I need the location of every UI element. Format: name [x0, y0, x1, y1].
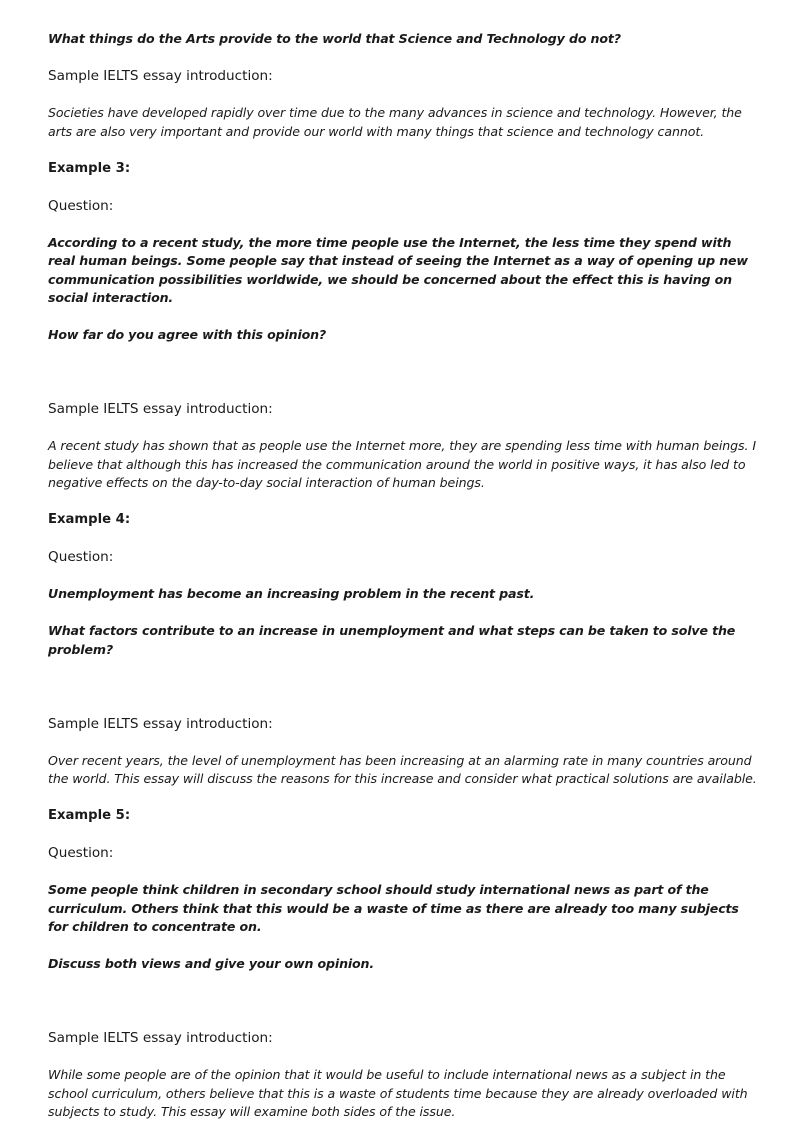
question-label: Question:	[48, 845, 114, 861]
question-label: Question:	[48, 197, 114, 214]
question-prompt: Discuss both views and give your own opinion.	[48, 956, 375, 971]
document-page	[48, 30, 760, 1122]
sample-intro-label: Sample IELTS essay introduction:	[48, 1030, 273, 1046]
sample-intro-label: Sample IELTS essay introduction:	[48, 401, 273, 417]
question-label: Question:	[48, 549, 114, 565]
sample-intro-label: Sample IELTS essay introduction:	[48, 68, 273, 84]
question-text: What things do the Arts provide to the world that Science and Technology do not?	[48, 31, 621, 46]
example-5-heading: Example 5:	[48, 808, 131, 823]
sample-intro-text: Over recent years, the level of unemployment has been increasing at an alarming rate in many countries around the world. This essay will discuss the reasons for this increase and consider what practical solutions are available.	[48, 752, 757, 786]
example-4-heading: Example 4:	[48, 512, 131, 527]
question-text: According to a recent study, the more time people use the Internet, the less time they spend with real human beings. Some people say that instead of seeing the Internet as a way of opening up new communication possibilities worldwide, we should be concerned about the effect this is having on social interaction.	[48, 234, 748, 305]
question-prompt: How far do you agree with this opinion?	[48, 327, 327, 342]
sample-intro-text: Societies have developed rapidly over time due to the many advances in science and technology. However, the arts are also very important and provide our world with many things that science and technology cannot.	[48, 105, 742, 139]
sample-intro-text: While some people are of the opinion that it would be useful to include international news as a subject in the school curriculum, others believe that this is a waste of students time because they are already overloaded with subjects to study. This essay will examine both sides of the issue.	[48, 1067, 748, 1119]
sample-intro-label: Sample IELTS essay introduction:	[48, 715, 273, 732]
question-prompt: What factors contribute to an increase in unemployment and what steps can be taken to solve the problem?	[48, 623, 736, 657]
example-3-heading: Example 3:	[48, 160, 131, 176]
question-text: Some people think children in secondary school should study international news as part of the curriculum. Others think that this would be a waste of time as there are already too many subjects for children to concentrate on.	[48, 882, 739, 934]
question-text: Unemployment has become an increasing problem in the recent past.	[48, 586, 535, 601]
sample-intro-text: A recent study has shown that as people use the Internet more, they are spending less time with human beings. I believe that although this has increased the communication around the world in positive ways, it has also led to negative effects on the day-to-day social interaction of human beings.	[48, 438, 756, 490]
